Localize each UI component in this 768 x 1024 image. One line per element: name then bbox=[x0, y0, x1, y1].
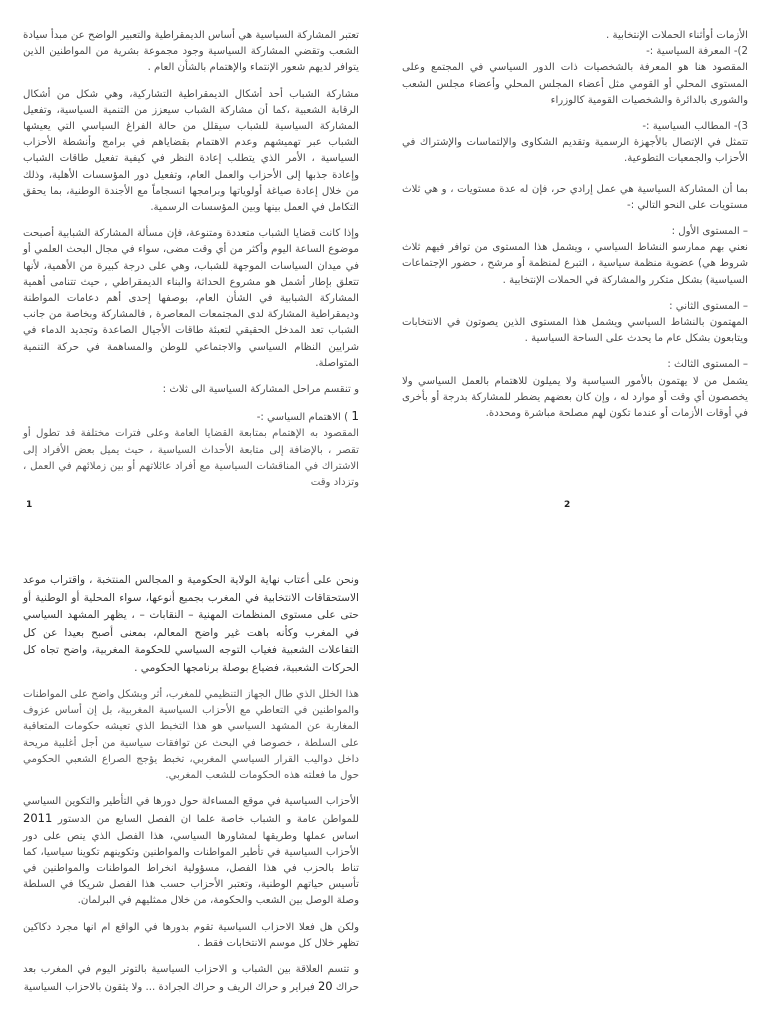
paragraph: يشمل من لا يهتمون بالأمور السياسية ولا يميلون للاهتمام بالعمل السياسي ولا يخصصون أي وقت أو موارد له ، وإن كان بعضهم يضطر للمشاركة بدرجة أو بأخرى في أوقات الأزمات أو عندما تكون لهم مصلحة مباشرة ومحددة. bbox=[402, 375, 748, 420]
page-1 bbox=[23, 28, 359, 508]
paragraph: المقصود هنا هو المعرفة بالشخصيات ذات الدور السياسي في المجتمع وعلى المستوى المحلي أو القومي مثل أعضاء المجلس المحلي وأعضاء مجلس الشعب والشورى بالدائرة والشخصيات القومية كالوزراء bbox=[402, 62, 748, 106]
paragraph bbox=[23, 794, 359, 909]
number: 20 bbox=[317, 979, 333, 994]
paragraph: الأزمات أوأثناء الحملات الإنتخابية . bbox=[606, 30, 748, 41]
page-number: 1 bbox=[26, 500, 33, 510]
paragraph: وإذا كانت قضايا الشباب متعددة ومتنوعة، فإن مسألة المشاركة الشبابية أصبحت موضوع الساعة اليوم وأكثر من أي وقت مضى، سواء في مجال البحث العلمي أو في ميدان السياسات الموجهة للشباب، وهي على درجة كبيرة من الأهمية، لأنها تتعلق بإطار أشمل هو مشروع الحداثة والبناء الديمقراطي , حيث تتنامى أهمية المشاركة الشبابية في الشأن العام، بوصفها إحدى أهم دعامات المواطنة وديمقراطية المشاركة لدى المجتمعات المعاصرة , فالمشاركة وبخاصة من جانب الشباب تعد المدخل الحقيقي لتعبئة طاقات الأجيال الصاعدة وتجديد الدماء في شرايين النظام السياسي والاجتماعي للوطن والمساهمة في حركة التنمية المتواصلة. bbox=[23, 228, 359, 369]
paragraph: مشاركة الشباب أحد أشكال الديمقراطية التشاركية، وهي شكل من أشكال الرقابة الشعبية ،كما أن مشاركة الشباب سيعزز من التنمية السياسية، وتفعيل المشاركة السياسية للشباب سيقلل من حالة الفراغ السياسي التي يعيشها الشباب عبر تهميشهم وعدم الاهتمام بقضاياهم في برامج وأنشطة الأحزاب السياسية ، الأمر الذي يتطلب إعادة النظر في كيفية تفعيل طاقات الشباب وإعادة جذبها إلى الأحزاب والعمل العام، وتفعيل دور المؤسسات الأهلية، وذلك من خلال إعادة صياغة أولوياتها وبرامجها انسجاماً مع الأجندة الوطنية، بما يحقق التكامل في العمل بينها وبين المؤسسات الرسمية. bbox=[23, 88, 359, 214]
paragraph: هذا الخلل الذي طال الجهاز التنظيمي للمغرب، أثر وبشكل واضح على المواطنات والمواطنين في التعاطي مع الأحزاب السياسية المغربية، بل إن أساس عزوف المغاربة عن المشهد السياسي هو هذا التخبط الذي تعيشه حكومات المتعاقبة على السلطة ، خصوصا في البحث عن توافقات سياسية من أجل أغلبية مريحة داخل دواليب القرار السياسي المغربي، تخبط يؤجج الصراع الشعبي الحكومي حول ما فعلته هذه الحكومات للشعب المغربي. bbox=[23, 689, 359, 782]
year: 2011 bbox=[23, 811, 53, 826]
page-2 bbox=[402, 28, 748, 508]
paragraph bbox=[23, 962, 359, 996]
paragraph: ولكن هل فعلا الاحزاب السياسية تقوم بدورها في الواقع ام انها مجرد دكاكين تظهر خلال كل موسم الانتخابات فقط . bbox=[23, 921, 359, 949]
paragraph: المقصود به الإهتمام بمتابعة القضايا العامة وعلى فترات مختلفة قد تطول أو تقصر ، بالإضافة إلى متابعة الأحداث السياسية ، حيث يميل بعض الأفراد إلى الاشتراك في المناقشات السياسية مع أفراد عائلاتهم أو بين زملائهم في العمل ، وتزداد وقت bbox=[23, 428, 359, 489]
paragraph-text: فبراير و حراك الريف و حراك الجرادة ... ولا يثقون بالاحزاب السياسية bbox=[23, 982, 315, 994]
section-heading: 2)- المعرفة السياسية :- bbox=[646, 46, 748, 58]
level-heading: – المستوى الثاني : bbox=[669, 300, 748, 312]
page-number: 2 bbox=[564, 500, 571, 510]
paragraph-text: الأحزاب السياسية في موقع المساءلة حول دورها في التأطير والتكوين السياسي للمواطن عامة و الشباب خاصة علما ان الفصل السابع من الدستور bbox=[23, 796, 359, 826]
paragraph: المهتمون بالنشاط السياسي ويشمل هذا المستوى الذين يصوتون في الانتخابات ويتابعون بشكل عام ما يحدث على الساحة السياسية . bbox=[402, 317, 748, 345]
paragraph: تتمثل في الإتصال بالأجهزة الرسمية وتقديم الشكاوى والإلتماسات والإشتراك في الأحزاب والجمعيات التطوعية. bbox=[402, 137, 748, 165]
paragraph: و تنقسم مراحل المشاركة السياسية الى ثلاث : bbox=[162, 384, 359, 396]
paragraph: بما أن المشاركة السياسية هي عمل إرادي حر، فإن له عدة مستويات ، و هي ثلاث مستويات على النحو التالي :- bbox=[402, 183, 748, 211]
paragraph: ونحن على أعتاب نهاية الولاية الحكومية و المجالس المنتخبة ، واقتراب موعد الاستحقاقات الانتخابية في المغرب بجميع أنوعها، سواء المحلية أو الوطنية أو حتى على مستوى المنظمات المهنية – النقابات – ، يظهر المشهد السياسي في المغرب وكأنه باهت غير واضح المعالم، بمعنى أصبح بعيدا عن كل التفاعلات الشعبية فغياب التوجه السياسي للحكومة المغربية، واضح تجاه كل الحركات الشعبية، فضياع بوصلة برنامجها الحكومي . bbox=[23, 574, 359, 674]
paragraph-text: و تتسم العلاقة بين الشباب و الاحزاب السياسية بالتوتر اليوم في المغرب بعد حراك bbox=[23, 964, 359, 994]
level-heading: – المستوى الأول : bbox=[671, 226, 748, 238]
paragraph: نعني بهم ممارسو النشاط السياسي ، ويشمل هذا المستوى من توافر فيهم ثلاث شروط هي) عضوية منظمة سياسية ، التبرع لمنظمة أو مرشح ، حضور الإجتماعات السياسية) بشكل متكرر والمشاركة في الحملات الإنتخابية . bbox=[402, 242, 748, 286]
paragraph: تعتبر المشاركة السياسية هي أساس الديمقراطية والتعبير الواضح عن مبدأ سيادة الشعب وتقضي المشاركة السياسية وجود مجموعة بشرية من المواطنين الذين يتوافر لديهم شعور الإنتماء والإهتمام بالشأن العام . bbox=[23, 30, 359, 74]
section-heading bbox=[23, 408, 359, 426]
page-3 bbox=[23, 572, 359, 1012]
item-number: 1 bbox=[351, 409, 359, 424]
item-title: ) الاهتمام السياسي :- bbox=[256, 412, 349, 424]
section-heading: 3)- المطالب السياسية :- bbox=[642, 121, 748, 133]
paragraph-text: اساس عملها وطريقها لمشاورها السياسي، هذا الفصل الذي ينص على دور الأحزاب السياسية في تأطير المواطنات والمواطنين وتكوينهم تكوينا سياسيا، كما تناط بالحزب في هذا الفصل، مسؤولية انخراط المواطنات والمواطنين في تأسيس حياتهم الوطنية، وتعتبر الأحزاب حسب هذا الفصل شريكا في السلطة وصلة الوصل بين الشعب والحكومة، من خلال ممثليهم في البرلمان. bbox=[23, 830, 359, 907]
level-heading: – المستوى الثالث : bbox=[667, 359, 748, 371]
